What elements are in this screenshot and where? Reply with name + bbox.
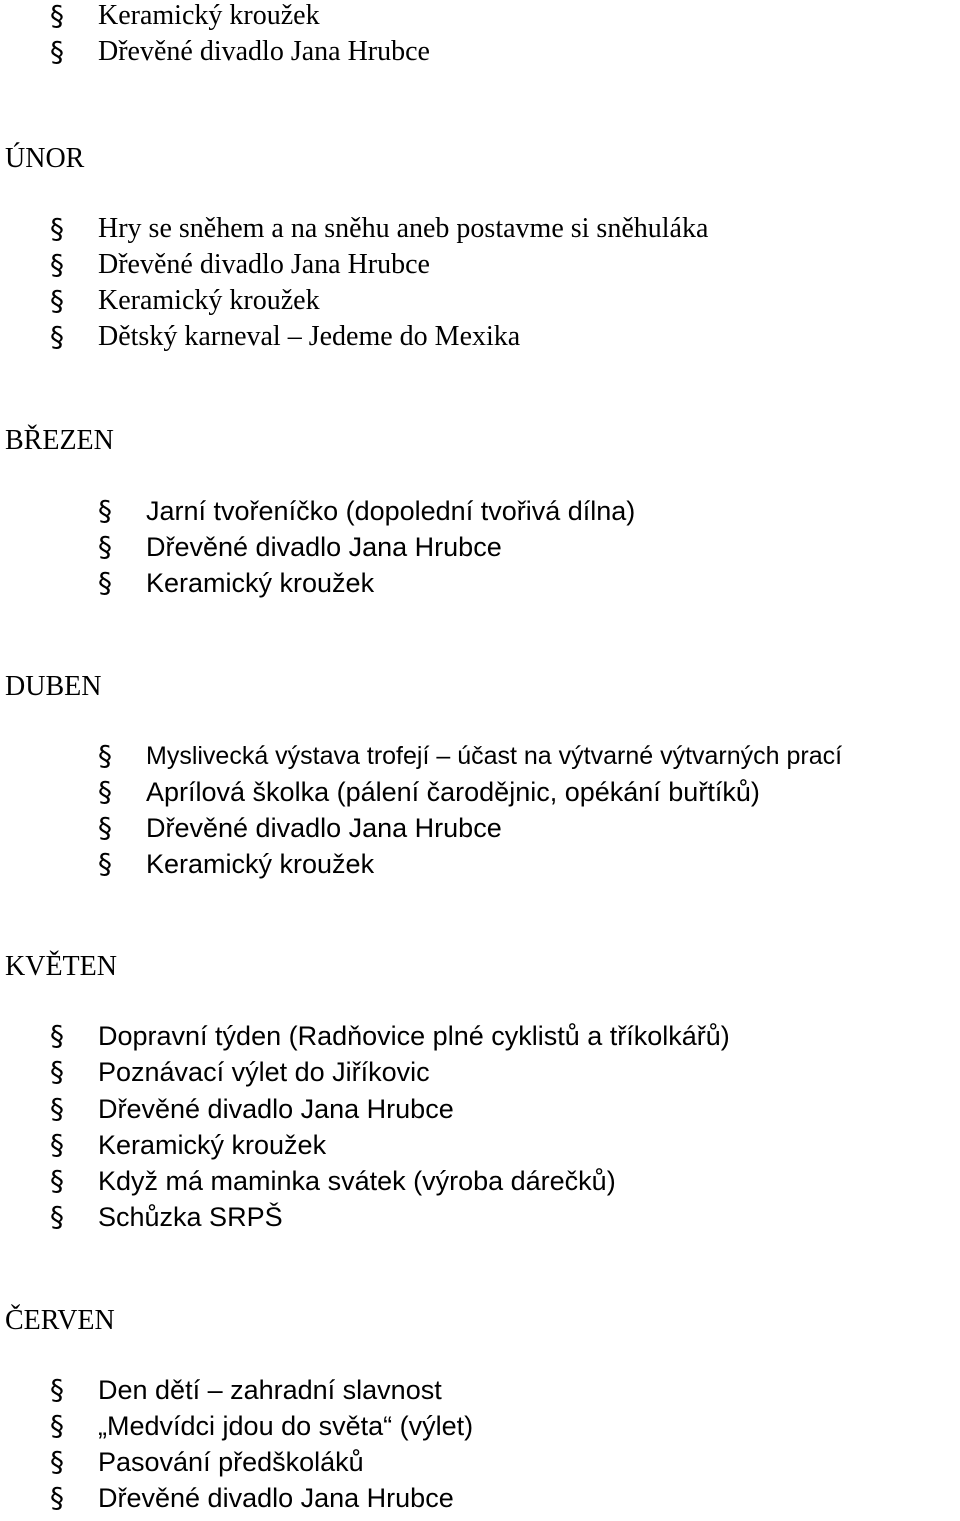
list-item-text: Dřevěné divadlo Jana Hrubce	[146, 532, 502, 562]
list-item-text: Dřevěné divadlo Jana Hrubce	[146, 813, 502, 843]
list-item-text: Den dětí – zahradní slavnost	[98, 1375, 442, 1405]
list-item-text: Dopravní týden (Radňovice plné cyklistů a tříkolkářů)	[98, 1021, 730, 1051]
month-heading-kveten: KVĚTEN	[5, 951, 117, 982]
section-bullet-icon: §	[50, 1373, 64, 1406]
list-item-text: Poznávací výlet do Jiříkovic	[98, 1057, 430, 1087]
section-bullet-icon: §	[50, 1164, 64, 1197]
list-item-text: Keramický kroužek	[98, 285, 320, 316]
section-bullet-icon: §	[50, 212, 64, 245]
list-item-text: Dřevěné divadlo Jana Hrubce	[98, 249, 430, 280]
section-bullet-icon: §	[98, 739, 112, 772]
section-bullet-icon: §	[98, 494, 112, 527]
month-heading-unor: ÚNOR	[5, 143, 85, 174]
section-bullet-icon: §	[50, 1409, 64, 1442]
list-item-text: Pasování předškoláků	[98, 1447, 364, 1477]
section-bullet-icon: §	[50, 1055, 64, 1088]
section-bullet-icon: §	[98, 775, 112, 808]
list-item-text: Keramický kroužek	[146, 568, 375, 598]
month-heading-brezen: BŘEZEN	[5, 425, 114, 456]
section-bullet-icon: §	[50, 320, 64, 353]
list-item-text: „Medvídci jdou do světa“ (výlet)	[98, 1411, 474, 1441]
list-item-text: Myslivecká výstava trofejí – účast na výtvarné výtvarných prací	[146, 742, 843, 770]
section-bullet-icon: §	[98, 530, 112, 563]
list-item-text: Keramický kroužek	[98, 1130, 327, 1160]
section-bullet-icon: §	[50, 1481, 64, 1514]
section-bullet-icon: §	[50, 1092, 64, 1125]
section-bullet-icon: §	[98, 811, 112, 844]
month-heading-duben: DUBEN	[5, 671, 102, 702]
section-bullet-icon: §	[98, 847, 112, 880]
list-item-text: Dřevěné divadlo Jana Hrubce	[98, 36, 430, 67]
section-bullet-icon: §	[50, 35, 64, 68]
list-item-text: Dřevěné divadlo Jana Hrubce	[98, 1483, 454, 1513]
list-item-text: Dětský karneval – Jedeme do Mexika	[98, 321, 521, 352]
section-bullet-icon: §	[50, 0, 64, 32]
list-item-text: Keramický kroužek	[146, 849, 375, 879]
list-item-text: Jarní tvořeníčko (dopolední tvořivá dílna)	[146, 496, 636, 526]
list-item-text: Aprílová školka (pálení čarodějnic, opékání buřtíků)	[146, 777, 760, 807]
month-heading-cerven: ČERVEN	[5, 1305, 115, 1336]
list-item-text: Keramický kroužek	[98, 0, 320, 31]
list-item-text: Schůzka SRPŠ	[98, 1202, 283, 1232]
section-bullet-icon: §	[50, 248, 64, 281]
section-bullet-icon: §	[50, 284, 64, 317]
list-item-text: Když má maminka svátek (výroba dárečků)	[98, 1166, 616, 1196]
section-bullet-icon: §	[50, 1200, 64, 1233]
section-bullet-icon: §	[98, 566, 112, 599]
list-item-text: Dřevěné divadlo Jana Hrubce	[98, 1094, 454, 1124]
section-bullet-icon: §	[50, 1445, 64, 1478]
list-item-text: Hry se sněhem a na sněhu aneb postavme si sněhuláka	[98, 213, 709, 244]
section-bullet-icon: §	[50, 1019, 64, 1052]
section-bullet-icon: §	[50, 1128, 64, 1161]
